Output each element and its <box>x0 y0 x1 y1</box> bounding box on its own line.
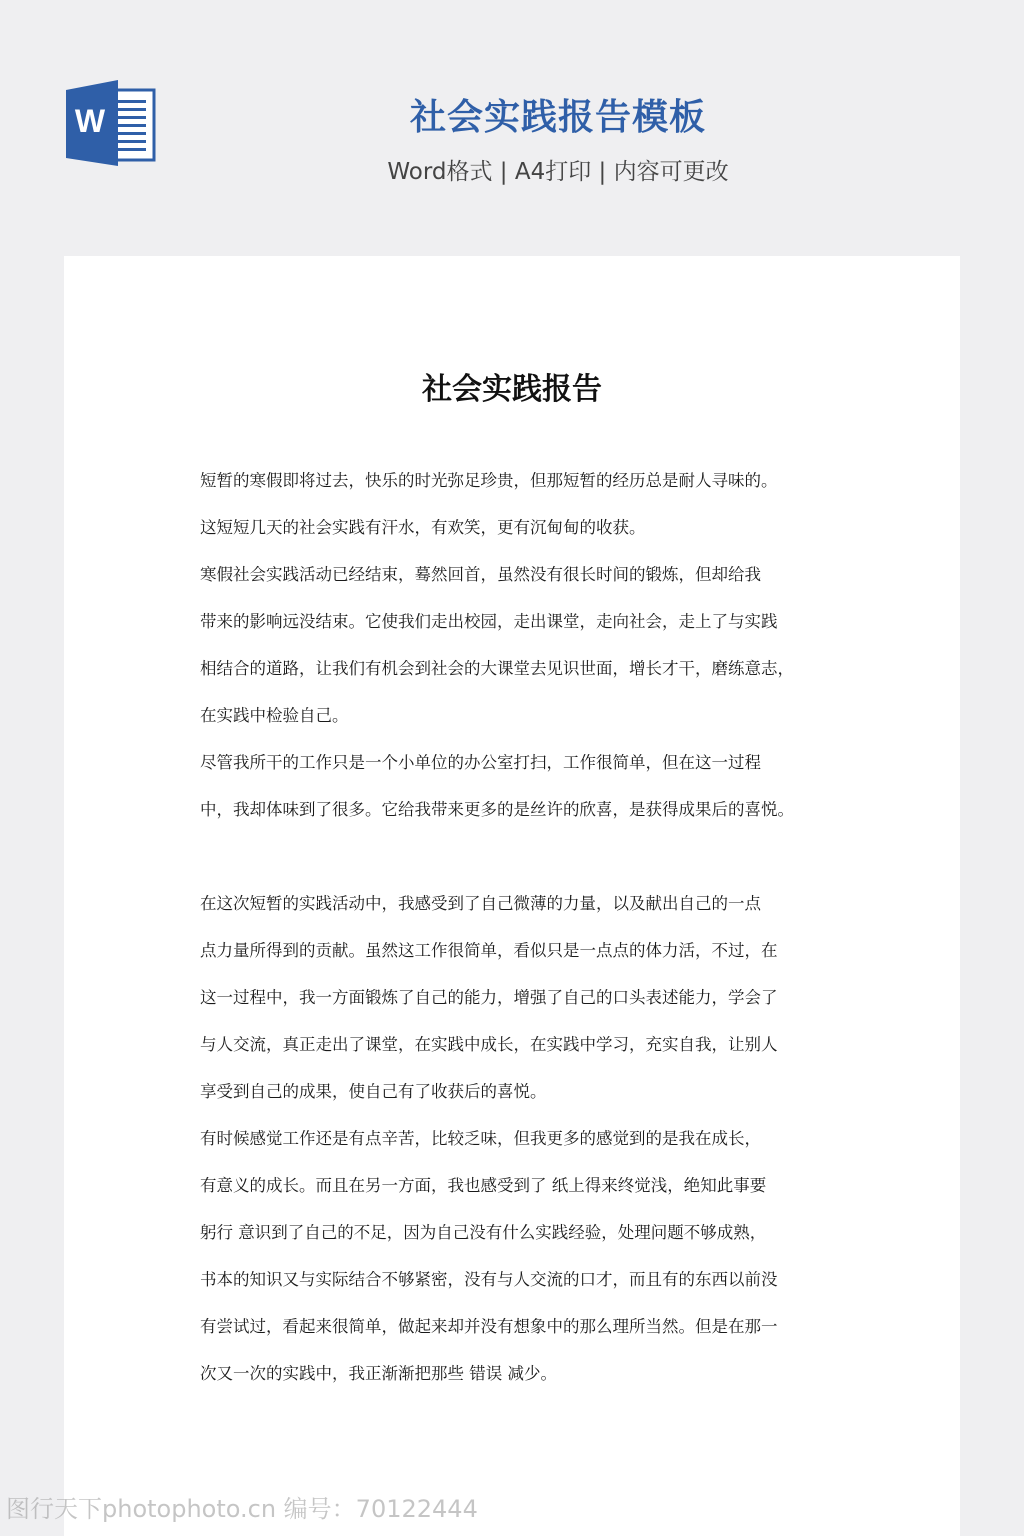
document-line: 与人交流，真正走出了课堂，在实践中成长，在实践中学习，充实自我，让别人 <box>200 1035 778 1054</box>
document-line: 点力量所得到的贡献。虽然这工作很简单，看似只是一点点的体力活，不过，在 <box>200 941 778 960</box>
word-document-icon <box>64 80 158 166</box>
document-line: 这一过程中，我一方面锻炼了自己的能力，增强了自己的口头表述能力，学会了 <box>200 988 778 1007</box>
document-line: 相结合的道路，让我们有机会到社会的大课堂去见识世面，增长才干，磨练意志， <box>200 659 794 678</box>
page-title: 社会实践报告模板 <box>409 97 706 138</box>
document-line: 尽管我所干的工作只是一个小单位的办公室打扫，工作很简单，但在这一过程 <box>200 753 761 772</box>
document-line: 次又一次的实践中，我正渐渐把那些 错误 减少。 <box>200 1364 557 1383</box>
document-line: 有尝试过，看起来很简单，做起来却并没有想象中的那么理所当然。但是在那一 <box>200 1317 778 1336</box>
document-line: 这短短几天的社会实践有汗水，有欢笑，更有沉甸甸的收获。 <box>200 518 646 537</box>
document-line: 享受到自己的成果，使自己有了收获后的喜悦。 <box>200 1082 547 1101</box>
document-line: 在这次短暂的实践活动中，我感受到了自己微薄的力量，以及献出自己的一点 <box>200 894 761 913</box>
page-subtitle: Word格式 | A4打印 | 内容可更改 <box>387 159 729 185</box>
watermark: 图行天下photophoto.cn 编号：70122444 <box>6 1495 478 1523</box>
document-line: 躬行 意识到了自己的不足，因为自己没有什么实践经验，处理问题不够成熟， <box>200 1223 767 1242</box>
document-line: 在实践中检验自己。 <box>200 706 349 725</box>
document-line: 有时候感觉工作还是有点辛苦，比较乏味，但我更多的感觉到的是我在成长， <box>200 1129 761 1148</box>
document-line: 有意义的成长。而且在另一方面，我也感受到了 纸上得来终觉浅，绝知此事要 <box>200 1176 767 1195</box>
document-line: 中，我却体味到了很多。它给我带来更多的是丝许的欣喜，是获得成果后的喜悦。 <box>200 800 794 819</box>
document-line: 带来的影响远没结束。它使我们走出校园，走出课堂，走向社会，走上了与实践 <box>200 612 778 631</box>
document-line: 寒假社会实践活动已经结束，蓦然回首，虽然没有很长时间的锻炼，但却给我 <box>200 565 761 584</box>
word-icon-letter: W <box>74 103 106 139</box>
document-line: 短暂的寒假即将过去，快乐的时光弥足珍贵，但那短暂的经历总是耐人寻味的。 <box>200 471 778 490</box>
document-line: 书本的知识又与实际结合不够紧密，没有与人交流的口才，而且有的东西以前没 <box>200 1270 778 1289</box>
header <box>0 0 1024 250</box>
document-page <box>64 256 960 1536</box>
document-title: 社会实践报告 <box>422 372 602 407</box>
